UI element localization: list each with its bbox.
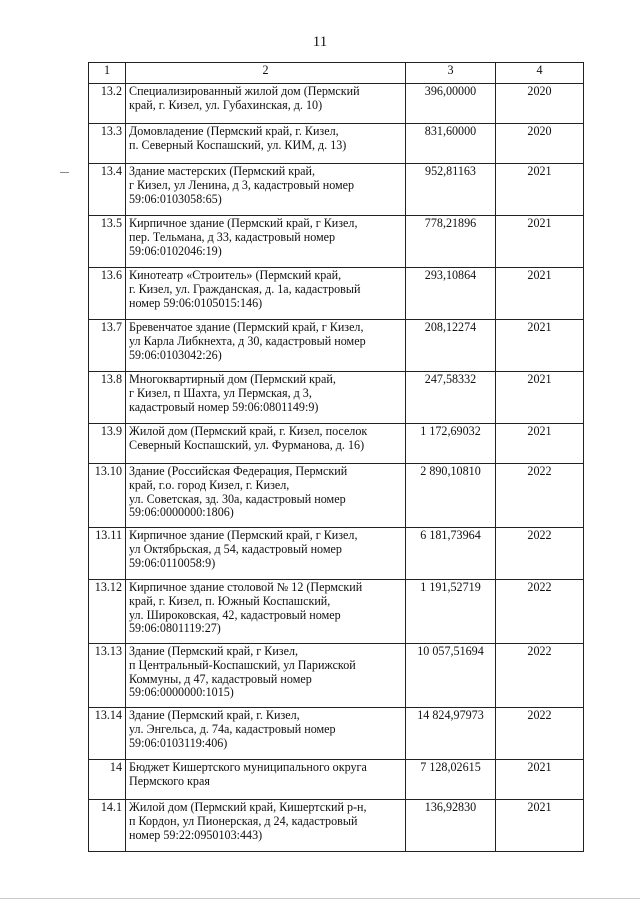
row-number-cell: 13.5 (89, 216, 126, 268)
year-cell: 2021 (496, 760, 584, 800)
year-cell: 2022 (496, 644, 584, 708)
year-cell: 2022 (496, 464, 584, 528)
row-number-cell: 13.8 (89, 372, 126, 424)
row-number-cell: 14.1 (89, 800, 126, 852)
object-description-cell: Бюджет Кишертского муниципального округа Пермского края (126, 760, 406, 800)
object-description-cell: Кирпичное здание столовой № 12 (Пермский край, г. Кизел, п. Южный Коспашский, ул. Широковская, 42, кадастровый номер 59:06:0801119:27) (126, 580, 406, 644)
year-cell: 2021 (496, 164, 584, 216)
amount-cell: 952,81163 (406, 164, 496, 216)
amount-cell: 14 824,97973 (406, 708, 496, 760)
document-table (88, 62, 584, 852)
object-description-cell: Жилой дом (Пермский край, Кишертский р-н, п Кордон, ул Пионерская, д 24, кадастровый номер 59:22:0950103:443) (126, 800, 406, 852)
object-description-cell: Здание мастерских (Пермский край, г Кизел, ул Ленина, д 3, кадастровый номер 59:06:0103058:65) (126, 164, 406, 216)
scan-edge-line (0, 898, 640, 899)
margin-mark (60, 172, 69, 173)
row-number-cell: 13.10 (89, 464, 126, 528)
column-header-2: 2 (126, 63, 406, 84)
object-description-cell: Бревенчатое здание (Пермский край, г Кизел, ул Карла Либкнехта, д 30, кадастровый номер 59:06:0103042:26) (126, 320, 406, 372)
table-row (89, 424, 584, 464)
year-cell: 2021 (496, 800, 584, 852)
object-description-cell: Здание (Пермский край, г. Кизел, ул. Энгельса, д. 74а, кадастровый номер 59:06:0103119:406) (126, 708, 406, 760)
table-row (89, 164, 584, 216)
amount-cell: 136,92830 (406, 800, 496, 852)
year-cell: 2021 (496, 320, 584, 372)
table-row (89, 84, 584, 124)
amount-cell: 208,12274 (406, 320, 496, 372)
amount-cell: 396,00000 (406, 84, 496, 124)
amount-cell: 293,10864 (406, 268, 496, 320)
table-row (89, 216, 584, 268)
object-description-cell: Кинотеатр «Строитель» (Пермский край, г. Кизел, ул. Гражданская, д. 1а, кадастровый номер 59:06:0105015:146) (126, 268, 406, 320)
table-row (89, 644, 584, 708)
table-row (89, 800, 584, 852)
table-row (89, 268, 584, 320)
column-header-3: 3 (406, 63, 496, 84)
row-number-cell: 13.14 (89, 708, 126, 760)
row-number-cell: 13.11 (89, 528, 126, 580)
table-row (89, 760, 584, 800)
table-body (89, 63, 584, 852)
table-row (89, 580, 584, 644)
year-cell: 2022 (496, 528, 584, 580)
column-header-1: 1 (89, 63, 126, 84)
object-description-cell: Здание (Российская Федерация, Пермский край, г.о. город Кизел, г. Кизел, ул. Советская, зд. 30а, кадастровый номер 59:06:0000000:1806) (126, 464, 406, 528)
year-cell: 2022 (496, 580, 584, 644)
year-cell: 2021 (496, 424, 584, 464)
row-number-cell: 13.2 (89, 84, 126, 124)
amount-cell: 778,21896 (406, 216, 496, 268)
object-description-cell: Здание (Пермский край, г Кизел, п Центральный-Коспашский, ул Парижской Коммуны, д 47, кадастровый номер 59:06:0000000:1015) (126, 644, 406, 708)
row-number-cell: 13.3 (89, 124, 126, 164)
year-cell: 2022 (496, 708, 584, 760)
row-number-cell: 13.9 (89, 424, 126, 464)
page-number: 11 (312, 34, 328, 50)
amount-cell: 10 057,51694 (406, 644, 496, 708)
row-number-cell: 13.6 (89, 268, 126, 320)
object-description-cell: Многоквартирный дом (Пермский край, г Кизел, п Шахта, ул Пермская, д 3, кадастровый номер 59:06:0801149:9) (126, 372, 406, 424)
row-number-cell: 13.7 (89, 320, 126, 372)
amount-cell: 2 890,10810 (406, 464, 496, 528)
object-description-cell: Кирпичное здание (Пермский край, г Кизел, пер. Тельмана, д 33, кадастровый номер 59:06:0102046:19) (126, 216, 406, 268)
object-description-cell: Домовладение (Пермский край, г. Кизел, п. Северный Коспашский, ул. КИМ, д. 13) (126, 124, 406, 164)
row-number-cell: 13.13 (89, 644, 126, 708)
year-cell: 2020 (496, 124, 584, 164)
amount-cell: 247,58332 (406, 372, 496, 424)
year-cell: 2021 (496, 372, 584, 424)
amount-cell: 7 128,02615 (406, 760, 496, 800)
column-header-4: 4 (496, 63, 584, 84)
amount-cell: 1 172,69032 (406, 424, 496, 464)
table-row (89, 708, 584, 760)
table-header-row (89, 63, 584, 84)
row-number-cell: 13.4 (89, 164, 126, 216)
table-row (89, 124, 584, 164)
table-row (89, 464, 584, 528)
table-row (89, 372, 584, 424)
object-description-cell: Специализированный жилой дом (Пермский край, г. Кизел, ул. Губахинская, д. 10) (126, 84, 406, 124)
year-cell: 2020 (496, 84, 584, 124)
table-row (89, 528, 584, 580)
year-cell: 2021 (496, 216, 584, 268)
object-description-cell: Кирпичное здание (Пермский край, г Кизел, ул Октябрьская, д 54, кадастровый номер 59:06:0110058:9) (126, 528, 406, 580)
amount-cell: 6 181,73964 (406, 528, 496, 580)
amount-cell: 1 191,52719 (406, 580, 496, 644)
amount-cell: 831,60000 (406, 124, 496, 164)
row-number-cell: 14 (89, 760, 126, 800)
row-number-cell: 13.12 (89, 580, 126, 644)
year-cell: 2021 (496, 268, 584, 320)
table-row (89, 320, 584, 372)
object-description-cell: Жилой дом (Пермский край, г. Кизел, поселок Северный Коспашский, ул. Фурманова, д. 16) (126, 424, 406, 464)
